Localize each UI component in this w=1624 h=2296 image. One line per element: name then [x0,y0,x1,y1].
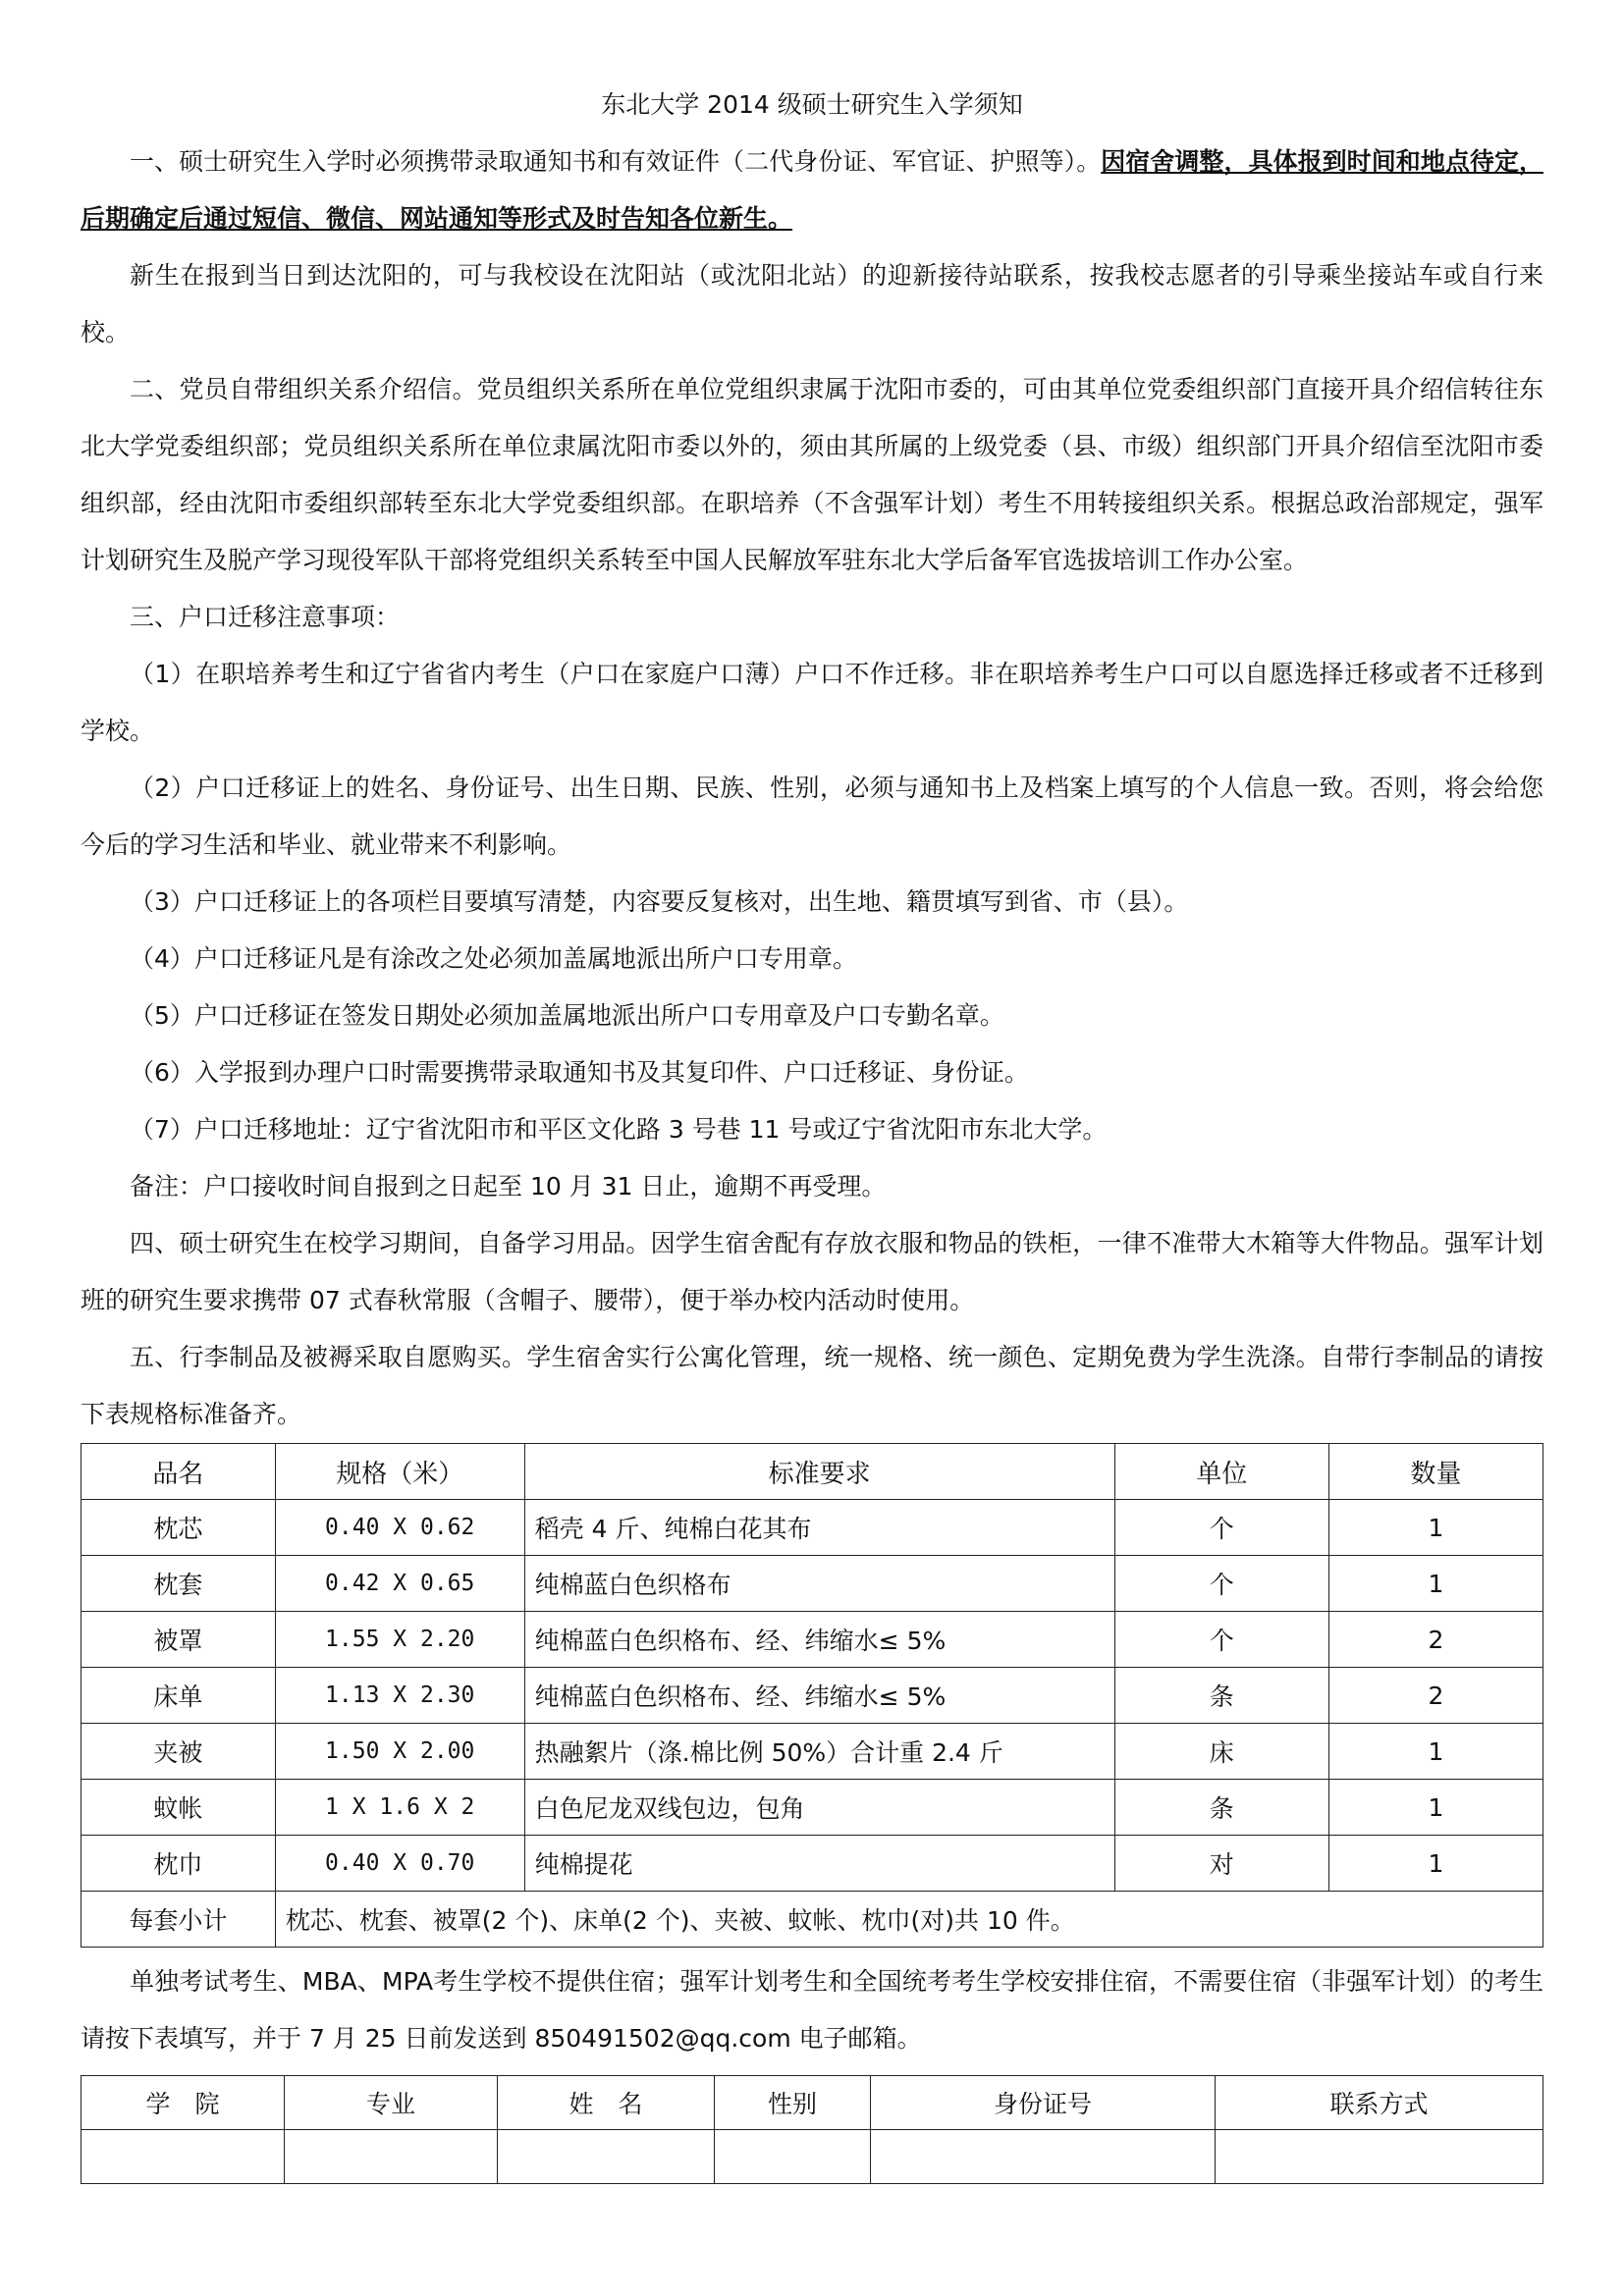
gender-input-cell[interactable] [715,2130,871,2184]
paragraph-7: （3）户口迁移证上的各项栏目要填写清楚，内容要反复核对，出生地、籍贯填写到省、市（县）。 [130,887,1189,916]
item-standard-cell: 纯棉蓝白色织格布 [524,1556,1114,1612]
paragraph-4: 三、户口迁移注意事项： [130,603,401,631]
form-input-row [81,2130,1543,2184]
paragraph-5: （1）在职培养考生和辽宁省省内考生（户口在家庭户口薄）户口不作迁移。非在职培养考生户口可以自愿选择迁移或者不迁移到学校。 [81,660,1543,745]
paragraph-9: （5）户口迁移证在签发日期处必须加盖属地派出所户口专用章及户口专勤名章。 [130,1001,1004,1030]
form-header-cell: 姓 名 [498,2076,715,2130]
table-row [81,1836,1543,1892]
summary-text-cell: 枕芯、枕套、被罩(2 个)、床单(2 个)、夹被、蚊帐、枕巾(对)共 10 件。 [275,1892,1543,1948]
accommodation-form-table [81,2075,1543,2184]
college-input-cell[interactable] [81,2130,285,2184]
item-unit-cell: 床 [1114,1724,1328,1780]
item-spec-cell: 1.55 X 2.20 [275,1612,524,1668]
item-spec-cell: 1.50 X 2.00 [275,1724,524,1780]
table-header-cell: 单位 [1114,1444,1328,1500]
item-qty-cell: 2 [1328,1612,1543,1668]
contact-input-cell[interactable] [1216,2130,1543,2184]
table-row [81,1724,1543,1780]
paragraph-11: （7）户口迁移地址：辽宁省沈阳市和平区文化路 3 号巷 11 号或辽宁省沈阳市东北大学。 [130,1115,1108,1144]
document-page [81,90,1543,2184]
table-row [81,1668,1543,1724]
item-name-cell: 被罩 [81,1612,276,1668]
form-header-cell: 专业 [285,2076,498,2130]
item-qty-cell: 1 [1328,1836,1543,1892]
item-unit-cell: 个 [1114,1556,1328,1612]
item-unit-cell: 个 [1114,1612,1328,1668]
major-input-cell[interactable] [285,2130,498,2184]
item-spec-cell: 0.42 X 0.65 [275,1556,524,1612]
item-standard-cell: 纯棉蓝白色织格布、经、纬缩水≤ 5% [524,1612,1114,1668]
item-qty-cell: 1 [1328,1780,1543,1836]
item-name-cell: 枕芯 [81,1500,276,1556]
name-input-cell[interactable] [498,2130,715,2184]
item-unit-cell: 个 [1114,1500,1328,1556]
form-header-cell: 联系方式 [1216,2076,1543,2130]
form-header-row [81,2076,1543,2130]
item-standard-cell: 热融絮片（涤.棉比例 50%）合计重 2.4 斤 [524,1724,1114,1780]
item-unit-cell: 条 [1114,1780,1328,1836]
item-spec-cell: 0.40 X 0.70 [275,1836,524,1892]
paragraph-15: 单独考试考生、MBA、MPA考生学校不提供住宿；强军计划考生和全国统考考生学校安排住宿，不需要住宿（非强军计划）的考生请按下表填写，并于 7 月 25 日前发送到 850491502@qq.com 电子邮箱。 [81,1967,1543,2053]
form-header-cell: 学 院 [81,2076,285,2130]
item-qty-cell: 1 [1328,1556,1543,1612]
table-summary-row [81,1892,1543,1948]
item-name-cell: 蚊帐 [81,1780,276,1836]
item-standard-cell: 纯棉蓝白色织格布、经、纬缩水≤ 5% [524,1668,1114,1724]
table-header-row [81,1444,1543,1500]
item-qty-cell: 2 [1328,1668,1543,1724]
item-qty-cell: 1 [1328,1724,1543,1780]
paragraph-12: 备注：户口接收时间自报到之日起至 10 月 31 日止，逾期不再受理。 [130,1172,887,1201]
table-row [81,1780,1543,1836]
table-row [81,1612,1543,1668]
paragraph-8: （4）户口迁移证凡是有涂改之处必须加盖属地派出所户口专用章。 [130,944,857,973]
item-standard-cell: 白色尼龙双线包边，包角 [524,1780,1114,1836]
item-name-cell: 枕巾 [81,1836,276,1892]
item-qty-cell: 1 [1328,1500,1543,1556]
paragraph-2: 新生在报到当日到达沈阳的，可与我校设在沈阳站（或沈阳北站）的迎新接待站联系，按我校志愿者的引导乘坐接站车或自行来校。 [81,261,1543,347]
item-unit-cell: 对 [1114,1836,1328,1892]
item-name-cell: 床单 [81,1668,276,1724]
paragraph-1-text: 一、硕士研究生入学时必须携带录取通知书和有效证件（二代身份证、军官证、护照等）。 [130,147,1102,176]
item-standard-cell: 稻壳 4 斤、纯棉白花其布 [524,1500,1114,1556]
item-spec-cell: 1 X 1.6 X 2 [275,1780,524,1836]
summary-label-cell: 每套小计 [81,1892,276,1948]
item-spec-cell: 0.40 X 0.62 [275,1500,524,1556]
paragraph-1 [81,133,1543,247]
table-header-cell: 规格（米） [275,1444,524,1500]
item-spec-cell: 1.13 X 2.30 [275,1668,524,1724]
form-header-cell: 身份证号 [871,2076,1216,2130]
item-unit-cell: 条 [1114,1668,1328,1724]
paragraph-14: 五、行李制品及被褥采取自愿购买。学生宿舍实行公寓化管理，统一规格、统一颜色、定期免费为学生洗涤。自带行李制品的请按下表规格标准备齐。 [81,1343,1543,1428]
paragraph-10: （6）入学报到办理户口时需要携带录取通知书及其复印件、户口迁移证、身份证。 [130,1058,1029,1087]
paragraph-1-emphasis: 因宿舍调整，具体报到时间和地点待定，后期确定后通过短信、微信、网站通知等形式及时告知各位新生。 [81,147,1543,233]
item-name-cell: 夹被 [81,1724,276,1780]
document-title: 东北大学 2014 级硕士研究生入学须知 [601,90,1023,119]
table-header-cell: 品名 [81,1444,276,1500]
table-row [81,1500,1543,1556]
table-header-cell: 标准要求 [524,1444,1114,1500]
paragraph-13: 四、硕士研究生在校学习期间，自备学习用品。因学生宿舍配有存放衣服和物品的铁柜，一律不准带大木箱等大件物品。强军计划班的研究生要求携带 07 式春秋常服（含帽子、腰带），便于举办校内活动时使用。 [81,1229,1543,1314]
bedding-spec-table [81,1443,1543,1948]
item-standard-cell: 纯棉提花 [524,1836,1114,1892]
table-row [81,1556,1543,1612]
item-name-cell: 枕套 [81,1556,276,1612]
form-header-cell: 性别 [715,2076,871,2130]
paragraph-6: （2）户口迁移证上的姓名、身份证号、出生日期、民族、性别，必须与通知书上及档案上填写的个人信息一致。否则，将会给您今后的学习生活和毕业、就业带来不利影响。 [81,774,1543,859]
table-header-cell: 数量 [1328,1444,1543,1500]
paragraph-3: 二、党员自带组织关系介绍信。党员组织关系所在单位党组织隶属于沈阳市委的，可由其单位党委组织部门直接开具介绍信转往东北大学党委组织部；党员组织关系所在单位隶属沈阳市委以外的，须由其所属的上级党委（县、市级）组织部门开具介绍信至沈阳市委组织部，经由沈阳市委组织部转至东北大学党委组织部。在职培养（不含强军计划）考生不用转接组织关系。根据总政治部规定，强军计划研究生及脱产学习现役军队干部将党组织关系转至中国人民解放军驻东北大学后备军官选拔培训工作办公室。 [81,375,1543,574]
id-number-input-cell[interactable] [871,2130,1216,2184]
